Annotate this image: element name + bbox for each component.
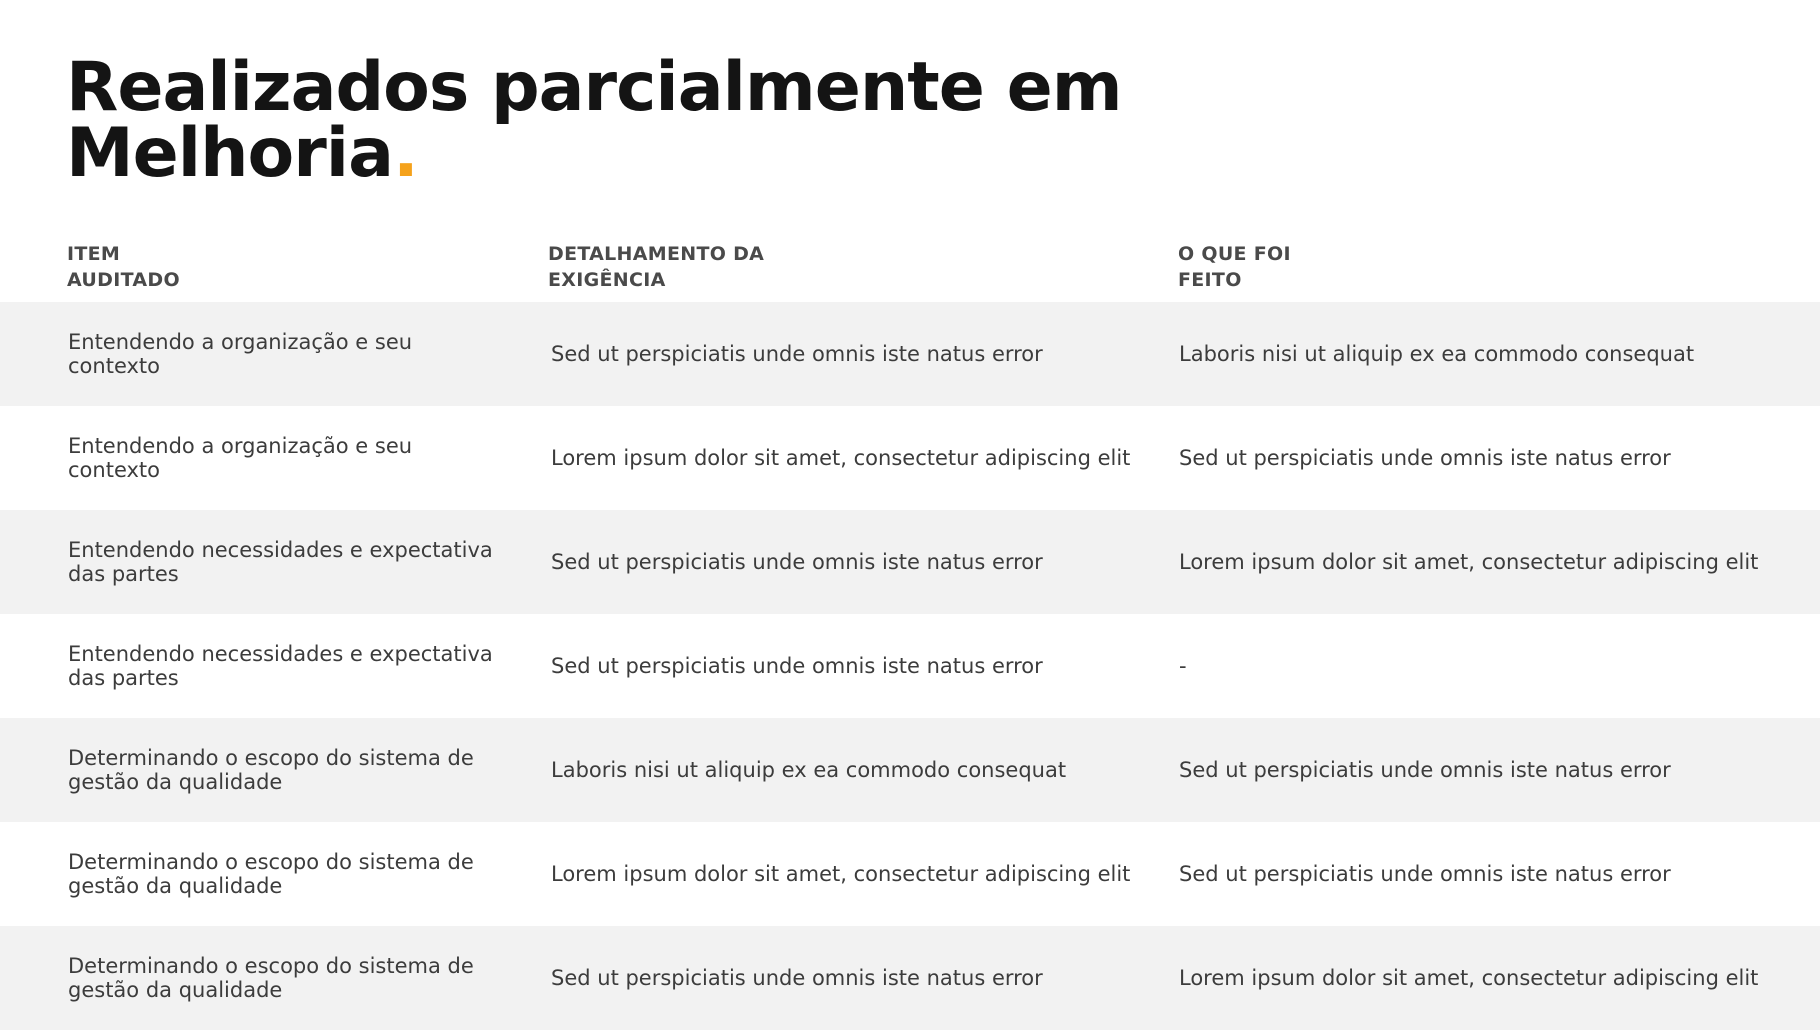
table-row <box>0 822 1820 926</box>
column-header-done-line-1: O QUE FOI <box>1178 243 1291 265</box>
cell-detail: Lorem ipsum dolor sit amet, consectetur adipiscing elit <box>551 446 1131 470</box>
table-row <box>0 510 1820 614</box>
column-header-item <box>67 241 180 293</box>
column-header-detail <box>548 241 764 293</box>
cell-done: - <box>1179 654 1187 678</box>
cell-detail: Sed ut perspiciatis unde omnis iste natus error <box>551 966 1043 990</box>
title-line-2 <box>66 114 1122 193</box>
table-row <box>0 926 1820 1030</box>
cell-item: Entendendo necessidades e expectativa das partes <box>68 538 493 586</box>
column-header-done <box>1178 241 1291 293</box>
column-header-item-line-1: ITEM <box>67 243 121 265</box>
table-row <box>0 718 1820 822</box>
title-line-1: Realizados parcialmente em <box>66 48 1122 127</box>
cell-done: Lorem ipsum dolor sit amet, consectetur adipiscing elit <box>1179 550 1759 574</box>
cell-done: Lorem ipsum dolor sit amet, consectetur adipiscing elit <box>1179 966 1759 990</box>
cell-detail: Sed ut perspiciatis unde omnis iste natus error <box>551 342 1043 366</box>
cell-detail: Lorem ipsum dolor sit amet, consectetur adipiscing elit <box>551 862 1131 886</box>
cell-item: Entendendo a organização e seu contexto <box>68 330 413 378</box>
cell-item: Determinando o escopo do sistema de gestão da qualidade <box>68 954 474 1002</box>
cell-done: Sed ut perspiciatis unde omnis iste natus error <box>1179 862 1671 886</box>
table-row <box>0 614 1820 718</box>
audit-table <box>0 302 1820 1030</box>
table-row <box>0 302 1820 406</box>
cell-done: Sed ut perspiciatis unde omnis iste natus error <box>1179 758 1671 782</box>
column-header-done-line-2: FEITO <box>1178 269 1242 291</box>
title-accent-dot: . <box>392 114 418 193</box>
column-header-item-line-2: AUDITADO <box>67 269 180 291</box>
page-title <box>66 48 1122 193</box>
cell-done: Laboris nisi ut aliquip ex ea commodo consequat <box>1179 342 1695 366</box>
column-header-detail-line-2: EXIGÊNCIA <box>548 269 666 291</box>
cell-detail: Laboris nisi ut aliquip ex ea commodo consequat <box>551 758 1067 782</box>
cell-item: Entendendo necessidades e expectativa das partes <box>68 642 493 690</box>
table-row <box>0 406 1820 510</box>
cell-item: Determinando o escopo do sistema de gestão da qualidade <box>68 746 474 794</box>
title-word: Melhoria <box>66 114 393 193</box>
cell-detail: Sed ut perspiciatis unde omnis iste natus error <box>551 550 1043 574</box>
cell-item: Determinando o escopo do sistema de gestão da qualidade <box>68 850 474 898</box>
cell-detail: Sed ut perspiciatis unde omnis iste natus error <box>551 654 1043 678</box>
cell-done: Sed ut perspiciatis unde omnis iste natus error <box>1179 446 1671 470</box>
column-header-detail-line-1: DETALHAMENTO DA <box>548 243 765 265</box>
cell-item: Entendendo a organização e seu contexto <box>68 434 413 482</box>
